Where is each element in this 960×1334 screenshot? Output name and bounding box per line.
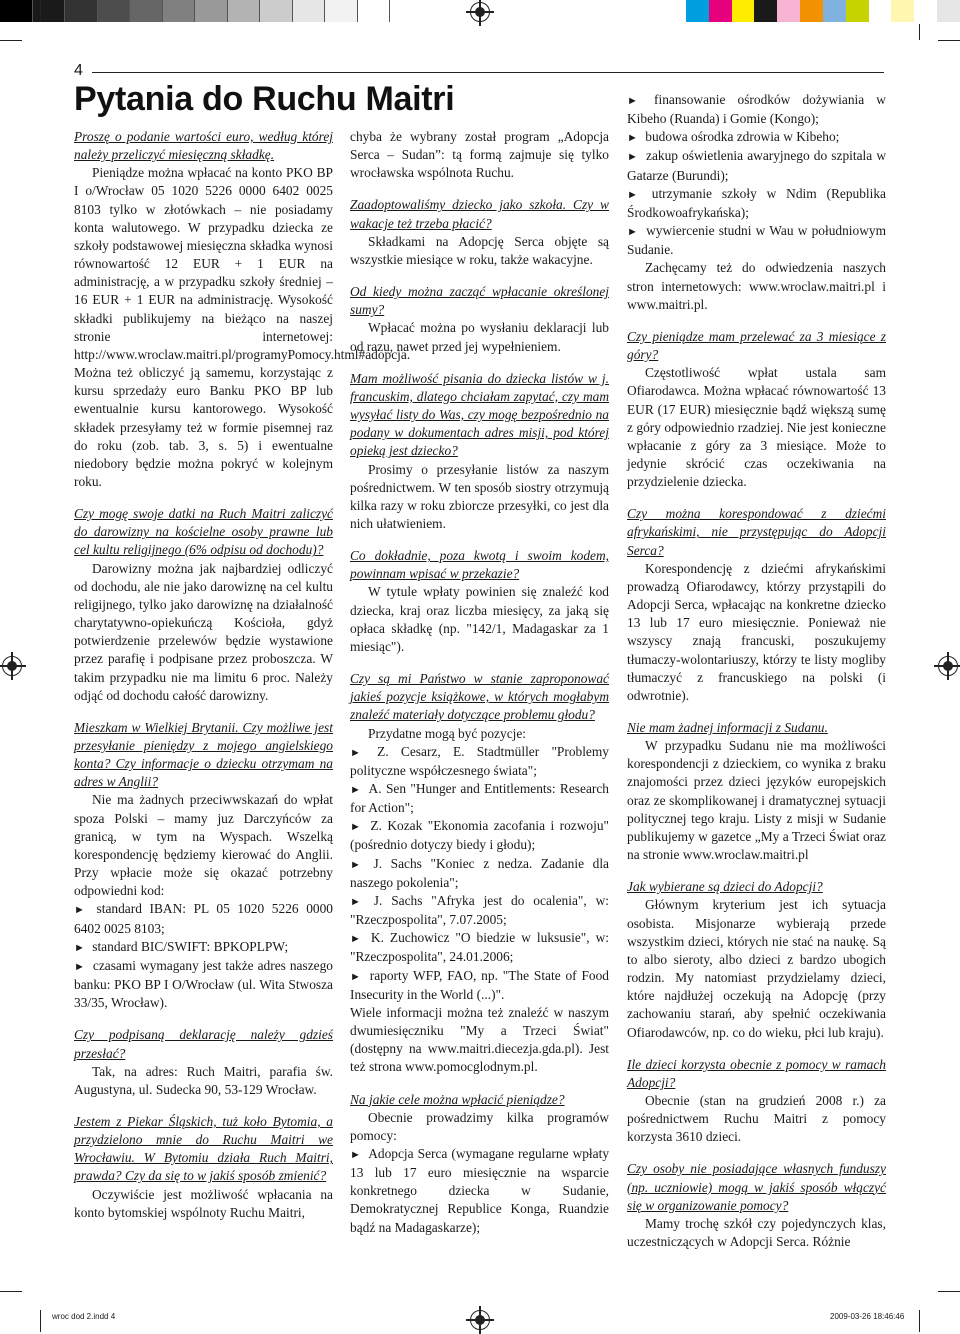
gray-swatch bbox=[130, 0, 163, 22]
color-swatch bbox=[709, 0, 732, 22]
color-swatch bbox=[732, 0, 755, 22]
cmyk-color-bar bbox=[686, 0, 960, 22]
color-swatch bbox=[754, 0, 777, 22]
book-list-item: ► J. Sachs "Koniec z nedza. Zadanie dla naszego pokolenia"; bbox=[350, 855, 609, 890]
column-1 bbox=[74, 128, 411, 1222]
question-heading: Nie mam żadnej informacji z Sudanu. bbox=[627, 720, 828, 735]
arrow-bullet-icon: ► bbox=[350, 1148, 361, 1161]
question-heading: Na jakie cele można wpłacić pieniądze? bbox=[350, 1091, 565, 1107]
grayscale-color-bar bbox=[0, 0, 390, 22]
question-heading: Co dokładnie, poza kwotą i swoim kodem, powinnam wpisać w przekazie? bbox=[350, 548, 609, 582]
color-swatch bbox=[800, 0, 823, 22]
list-item: ► standard BIC/SWIFT: BPKOPLPW; bbox=[74, 938, 289, 954]
gray-swatch bbox=[0, 0, 33, 22]
gray-swatch bbox=[293, 0, 326, 22]
book-list-item: ► Z. Cesarz, E. Stadtmüller "Problemy polityczne współczesnego świata"; bbox=[350, 743, 609, 778]
color-swatch bbox=[891, 0, 914, 22]
question-heading: Proszę o podanie wartości euro, według której należy przeliczyć miesięczną składkę. bbox=[74, 129, 333, 163]
answer-paragraph: Wpłacać można po wysłaniu deklaracji lub od razu, nawet przed jej wypełnieniem. bbox=[350, 320, 609, 354]
question-heading: Jestem z Piekar Śląskich, tuż koło Bytomia, a przydzielono mnie do Ruchu Maitri we Wrocławiu. W Bytomiu działa Ruch Maitri, prawda? Czy da się to w jakiś sposób zmienić? bbox=[74, 1113, 333, 1184]
column-3 bbox=[627, 91, 886, 1251]
column-2 bbox=[350, 128, 609, 1237]
arrow-bullet-icon: ► bbox=[350, 821, 361, 834]
registration-mark-right-icon bbox=[938, 656, 958, 676]
answer-paragraph: Składkami na Adopcję Serca objęte są wszystkie miesiące w roku, także wakacyjne. bbox=[350, 233, 609, 267]
gray-swatch bbox=[358, 0, 391, 22]
color-swatch bbox=[937, 0, 960, 22]
answer-paragraph: W tytule wpłaty powinien się znaleźć kod dziecka, kraj oraz liczba miesięcy, za jaką się opłaca składkę (np. "142/1, Madagaskar za 1 miesiąc"). bbox=[350, 584, 609, 654]
answer-paragraph: Częstotliwość wpłat ustala sam Ofiarodawca. Można wpłacać równowartość 13 EUR (17 EUR) miesięcznie bądź większą sumę z góry odpowiednio rzadziej. Nie jest konieczne wpłacanie z góry za 3 miesiące. Może to jedynie skrócić czas oczekiwania na przydzielenie dziecka. bbox=[627, 365, 886, 490]
answer-paragraph: Obecnie prowadzimy kilka programów pomocy: bbox=[350, 1109, 609, 1143]
color-swatch bbox=[869, 0, 892, 22]
arrow-bullet-icon: ► bbox=[350, 746, 361, 759]
arrow-bullet-icon: ► bbox=[350, 933, 361, 946]
page-number: 4 bbox=[74, 62, 83, 79]
trim-mark bbox=[919, 24, 920, 40]
answer-paragraph: Mamy trochę szkół czy pojedynczych klas, uczestniczących w Adopcji Serca. Różnie bbox=[627, 1215, 886, 1250]
question-heading: Czy osoby nie posiadające własnych funduszy (np. uczniowie) mogą w jakiś sposób włączyć się w organizowanie pomocy? bbox=[627, 1161, 886, 1213]
book-list-item: ► J. Sachs "Afryka jest do ocalenia", w: "Rzeczpospolita", 7.07.2005; bbox=[350, 892, 609, 928]
program-list-item: ► budowa ośrodka zdrowia w Kibeho; bbox=[627, 129, 840, 145]
answer-paragraph: Korespondencję z dziećmi afrykańskimi prowadzą Ofiarodawcy, którzy przystąpili do Adopcji Serca, wpłacając na konkretne dziecko 13 lub 17 euro miesięcznie. Ponieważ nie wszyscy znają francuski, poszukujemy tłumaczy-wolontariuszy, którzy te listy mogliby tłumaczyć z francuskiego na polski (i odwrotnie). bbox=[627, 560, 886, 703]
book-list-item: ► Z. Kozak "Ekonomia zacofania i rozwoju" (pośrednio dotyczy biedy i głodu); bbox=[350, 818, 609, 853]
answer-paragraph: Pieniądze można wpłacać na konto PKO BP I o/Wrocław 05 1020 5226 0000 6402 0025 8103 tylko w złotówkach – nie posiadamy konta walutowego. W przypadku dziecka ze szkoły podstawowej miesięczna składka wynosi równowartość 12 EUR + 1 EUR na administrację, a w przypadku szkoły średniej – 16 EUR + 1 EUR na administrację. Wysokość składki publikujemy na bieżąco na naszej stronie internetowej: http://www.wroclaw.maitri.pl/programyPomocy.html#adopcja. Można też obliczyć ją samemu, korzystając z kursu sprzedaży euro Banku PKO BP lub ewentualnie kursu kantorowego. Wysokość składek przesyłamy też w formie pisemnej raz do roku (zob. tab. 3, s. 5) i ewentualne niedobory będzie można pokryć w kolejnym roku. bbox=[74, 165, 411, 489]
question-heading: Mam możliwość pisania do dziecka listów w j. francuskim, dlatego chciałam zapytać, czy mam wysyłać listy do Was, czy mogę bezpośrednio na podany w dokumentach adres misji, pod której opieką jest dziecko? bbox=[350, 370, 609, 459]
arrow-bullet-icon: ► bbox=[74, 904, 85, 917]
gray-swatch bbox=[260, 0, 293, 22]
answer-paragraph: Obecnie (stan na grudzień 2008 r.) za pośrednictwem Ruchu Maitri z pomocy korzysta 3610 dzieci. bbox=[627, 1092, 886, 1145]
header-rule bbox=[92, 72, 884, 73]
answer-paragraph: Głównym kryterium jest ich sytuacja osobista. Misjonarze wybierają przede wszystkim dzieci, których nie stać na naukę. Są to albo sieroty, albo dzieci z bardzo ubogich rodzin. My natomiast przydzielamy dzieci, które najdłużej oczekują na Adopcję (przy zachowaniu starań, aby spełnić oczekiwania Ofiarodawców, np. co do wieku, płci lub kraju). bbox=[627, 897, 886, 1040]
print-timestamp: 2009-03-26 18:46:46 bbox=[830, 1312, 905, 1321]
trim-mark bbox=[0, 1291, 22, 1292]
answer-paragraph: chyba że wybrany został program „Adopcja Serca – Sudan”: tą formą zajmuje się tylko wrocławska wspólnota Ruchu. bbox=[350, 129, 609, 181]
arrow-bullet-icon: ► bbox=[627, 151, 638, 164]
file-slug: wroc dod 2.indd 4 bbox=[52, 1312, 116, 1321]
page-title: Pytania do Ruchu Maitri bbox=[74, 80, 455, 118]
color-swatch bbox=[914, 0, 937, 22]
arrow-bullet-icon: ► bbox=[74, 941, 85, 954]
arrow-bullet-icon: ► bbox=[627, 226, 638, 239]
answer-paragraph: Zachęcamy też do odwiedzenia naszych stron internetowych: www.wroclaw.maitri.pl i www.maitri.pl. bbox=[627, 260, 886, 312]
question-heading: Czy są mi Państwo w stanie zaproponować jakieś pozycje książkowe, w których mogłabym znaleźć materiały dotyczące problemu głodu? bbox=[350, 671, 609, 723]
color-swatch bbox=[686, 0, 709, 22]
program-list-item: ► utrzymanie szkoły w Ndim (Republika Środkowoafrykańska); bbox=[627, 185, 886, 220]
question-heading: Czy mogę swoje datki na Ruch Maitri zaliczyć do darowizny na kościelne osoby prawne lub cel kultu religijnego (6% odpisu od dochodu)? bbox=[74, 506, 333, 558]
registration-mark-left-icon bbox=[2, 656, 22, 676]
answer-paragraph: Darowizny można jak najbardziej odliczyć od dochodu, ale nie jako darowiznę na cel kultu religijnego, tylko jako darowiznę na działalność charytatywno-opiekuńczą Kościoła, gdyż potwierdzenie przelewów będzie wystawione przez parafię i podpisane przez proboszcza. W takim przypadku nie ma limitu 6 proc. Należy odjąć od dochodu całość darowizny. bbox=[74, 560, 333, 703]
answer-paragraph: Oczywiście jest możliwość wpłacania na konto bytomskiej wspólnoty Ruchu Maitri, bbox=[74, 1186, 333, 1220]
gray-swatch bbox=[325, 0, 358, 22]
gray-swatch bbox=[195, 0, 228, 22]
book-list-item: ► A. Sen "Hunger and Entitlements: Research for Action"; bbox=[350, 781, 610, 816]
arrow-bullet-icon: ► bbox=[627, 132, 638, 145]
program-list-item: ► Adopcja Serca (wymagane regularne wpłaty 13 lub 17 euro miesięcznie na wsparcie konkretnego dziecka w Sudanie, Demokratycznej Republice Konga, Ruandzie bądź na Madagaskarze); bbox=[350, 1145, 610, 1235]
program-list-item: ► finansowanie ośrodków dożywiania w Kibeho (Ruanda) i Gomie (Kongo); bbox=[627, 92, 886, 127]
question-heading: Czy można korespondować z dziećmi afrykańskimi, nie przystępując do Adopcji Serca? bbox=[627, 506, 886, 558]
answer-paragraph: Tak, na adres: Ruch Maitri, parafia św. Augustyna, ul. Sudecka 90, 53-129 Wrocław. bbox=[74, 1063, 333, 1097]
trim-mark bbox=[938, 40, 960, 41]
arrow-bullet-icon: ► bbox=[350, 970, 361, 983]
list-item: ► standard IBAN: PL 05 1020 5226 0000 6402 0025 8103; bbox=[74, 901, 333, 936]
color-swatch bbox=[777, 0, 800, 22]
question-heading: Zaadoptowaliśmy dziecko jako szkoła. Czy w wakacje też trzeba płacić? bbox=[350, 197, 609, 231]
arrow-bullet-icon: ► bbox=[74, 960, 85, 973]
answer-paragraph: Prosimy o przesyłanie listów za naszym pośrednictwem. W ten sposób siostry otrzymują kilka razy w roku zbiorcze przesyłki, co jest dla nich ułatwieniem. bbox=[350, 461, 609, 531]
gray-swatch bbox=[228, 0, 261, 22]
arrow-bullet-icon: ► bbox=[350, 784, 361, 796]
book-list-item: ► raporty WFP, FAO, np. "The State of Food Insecurity in the World (...)". bbox=[350, 967, 609, 1002]
question-heading: Czy pieniądze mam przelewać za 3 miesiące z góry? bbox=[627, 328, 886, 363]
answer-paragraph: Wiele informacji można też znaleźć w naszym dwumiesięczniku "My a Trzeci Świat" (dostępny na www.maitri.diecezja.gda.pl). Jest też strona www.pomocglodnym.pl. bbox=[350, 1004, 609, 1075]
trim-mark bbox=[919, 1310, 920, 1332]
trim-mark bbox=[40, 0, 41, 22]
program-list-item: ► zakup oświetlenia awaryjnego do szpitala w Gatarze (Burundi); bbox=[627, 148, 886, 183]
registration-mark-bottom-icon bbox=[470, 1310, 490, 1330]
answer-paragraph: Nie ma żadnych przeciwwskazań do wpłat spoza Polski – mamy juz Darczyńców za granicą, w tym na Wyspach. Wszelką korespondencję będziemy kierować do Anglii. Przy wpłacie może się okazać potrzebny odpowiedni kod: bbox=[74, 792, 333, 899]
arrow-bullet-icon: ► bbox=[627, 188, 638, 201]
question-heading: Od kiedy można zacząć wpłacanie określonej sumy? bbox=[350, 284, 609, 318]
question-heading: Jak wybierane są dzieci do Adopcji? bbox=[627, 879, 823, 895]
question-heading: Ile dzieci korzysta obecnie z pomocy w ramach Adopcji? bbox=[627, 1056, 886, 1090]
answer-paragraph: W przypadku Sudanu nie ma możliwości korespondencji z dzieckiem, co wynika z braku znajomości przez dzieci języków europejskich oraz ze skomplikowanej i dramatycznej sytuacji politycznej tego kraju. Listy z misji w Sudanie publikujemy w gazetce „My a Trzeci Świat oraz na stronie www.wroclaw.maitri.pl bbox=[627, 738, 886, 863]
list-item: ► czasami wymagany jest także adres naszego banku: PKO BP I O/Wrocław (ul. Wita Stwosza 33/35, Wrocław). bbox=[74, 957, 333, 1011]
gray-swatch bbox=[65, 0, 98, 22]
book-list-item: ► K. Zuchowicz "O biedzie w luksusie", w: "Rzeczpospolita", 24.01.2006; bbox=[350, 930, 609, 965]
trim-mark bbox=[0, 40, 22, 41]
gray-swatch bbox=[163, 0, 196, 22]
arrow-bullet-icon: ► bbox=[350, 895, 361, 908]
arrow-bullet-icon: ► bbox=[350, 858, 361, 871]
trim-mark bbox=[40, 1310, 41, 1332]
color-swatch bbox=[823, 0, 846, 22]
question-heading: Mieszkam w Wielkiej Brytanii. Czy możliwe jest przesyłanie pieniędzy z mojego angielskiego konta? Czy informacje o dziecku otrzymam na adres w Anglii? bbox=[74, 719, 333, 790]
arrow-bullet-icon: ► bbox=[627, 95, 638, 107]
question-heading: Czy podpisaną deklarację należy gdzieś przesłać? bbox=[74, 1027, 333, 1061]
gray-swatch bbox=[33, 0, 66, 22]
color-swatch bbox=[846, 0, 869, 22]
gray-swatch bbox=[98, 0, 131, 22]
program-list-item: ► wywiercenie studni w Wau w południowym Sudanie. bbox=[627, 223, 886, 258]
trim-mark bbox=[938, 1291, 960, 1292]
answer-paragraph: Przydatne mogą być pozycje: bbox=[368, 725, 527, 741]
registration-mark-top-icon bbox=[470, 2, 490, 22]
